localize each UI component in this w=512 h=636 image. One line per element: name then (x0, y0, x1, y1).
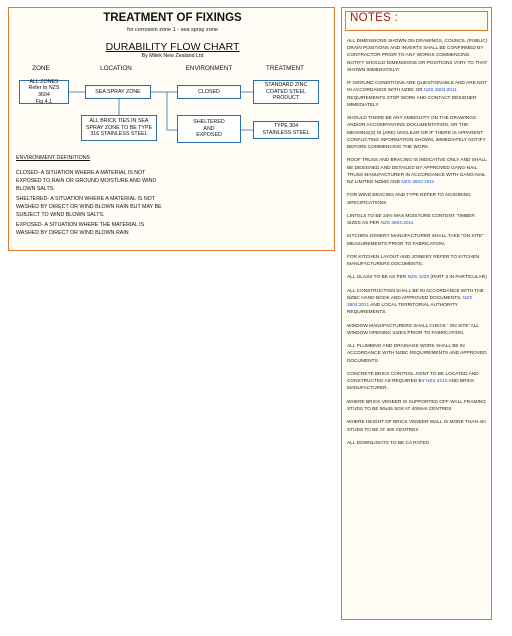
fixings-panel (8, 7, 335, 251)
standard-reference: NZS 3604:2011 (380, 221, 414, 227)
treatment-galv-box (253, 80, 319, 104)
treatment-ss-text: TYPE 304 STAINLESS STEEL (262, 123, 310, 136)
zone-box (19, 80, 69, 104)
note-item: ALL PLUMBING AND DRAINAGE WORK SHALL BE IN ACCORDANCE WITH NZBC REQUIREMENTS AND APPROVED DOCUMENTS. (347, 344, 487, 364)
note-item: WHERE HEIGHT OF BRICK VENEER WALL IS MORE THAN 4m STUDS TO BE AT 400 CENTRES (347, 420, 486, 433)
notes-panel (341, 7, 492, 620)
standard-reference: NZS 4223 (407, 275, 430, 281)
env-sheltered-box (177, 115, 241, 143)
note-item: ROOF TRUSS AND BRACING IS INDICATIVE ONLY AND SHALL BE DESIGNED AND DETAILED BY APPROVED GANG-NAIL TRUSS MANUFACTURER IN ACCORDANCE WITH GANG-NAIL NZ LIMITED NZ500 AND NZS 3604:2011 (347, 158, 487, 185)
note-item: LINTELS TO BE 24% MAX MOISTURE CONTENT. TIMBER SIZES AS PER NZS 3604:2011 (347, 213, 475, 227)
note-item: CONCRETE BRICK CONTROL JOINT TO BE LOCATED AND CONSTRUCTED AS REQUIRED BY NZS 4210 AND BRICK MANUFACTURER. (347, 372, 479, 392)
note-item: SHOULD THERE BE ANY AMBIGUITY ON THE DRAWINGS AND/OR ACCOMPANYING DOCUMENTATION, OR THE MEANING(S) IS (ARE) UNCLEAR OR IF THERE IS APPARENT CONFLICTING INFORMATION SHOWN, IMMEDIATELY NOTIFY BEFORE COMMENCING THE WORK. (347, 116, 486, 151)
note-item: IF GROUND CONDITIONS ARE QUESTIONABLE AND ARE NOT IN ACCORDANCE WITH NZBC OR NZS 3604:2011 REQUIREMENTS STOP WORK AND CONTACT DESIGNER IMMEDIATELY. (347, 81, 488, 108)
note-item: WHERE BRICK VENEER IS SUPPORTED OFF WALL FRAMING STUDS TO BE 90x45 SG8 AT 400mm CENTRES (347, 399, 486, 412)
panel-title: TREATMENT OF FIXINGS (103, 12, 242, 24)
location-note-text: ALL BRICK TIES IN SEA SPRAY ZONE TO BE TYPE 316 STAINLESS STEEL (85, 118, 153, 138)
header-zone: ZONE (32, 65, 50, 72)
note-item: WINDOW MANUFACTURERS SHALL CHECK ' ON SITE' ALL WINDOW OPENING SIZES PRIOR TO FABRICATION. (347, 323, 479, 336)
note-item: ALL DOWNLIGHTS TO BE CA RATED (347, 440, 429, 446)
header-environment: ENVIRONMENT (185, 65, 233, 72)
definition-closed: CLOSED- A SITUATION WHERE A MATERIAL IS NOT EXPOSED TO RAIN OR GROUND MOISTURE AND WIND BLOWN SALTS. (16, 170, 157, 193)
notes-list (347, 38, 488, 453)
location-box-text: SEA SPRAY ZONE (95, 88, 141, 95)
note-item: FOR KITCHEN LAYOUT AND JOINERY REFER TO KITCHEN MANUFACTURERS DOCUMENTS. (347, 254, 480, 268)
standard-reference: NZS 3604:2011 (424, 88, 457, 94)
flow-chart-credit: By Mitek New Zealand Ltd (141, 53, 204, 59)
location-note-box (81, 115, 157, 141)
standard-reference: NZS 3604:2011 (401, 180, 435, 185)
treatment-galv-text: STANDARD ZINC COATED STEEL PRODUCT (264, 82, 308, 102)
env-closed-text: CLOSED (198, 88, 220, 95)
panel-subtitle: for corrosion zone 1 - sea spray zone (127, 27, 218, 33)
note-item: FOR WIND BRACING AND TYPE REFER TO ADJOINING SPECIFICATIONS (347, 193, 471, 206)
definitions-heading: ENVIRONMENT DEFINITIONS (16, 155, 91, 161)
zone-box-text: ALL ZONES Refer to NZS 3604 Fig 4.1 (28, 78, 60, 105)
header-treatment: TREATMENT (265, 65, 304, 72)
standard-reference: NZS 3604:2011 (347, 295, 473, 309)
definition-exposed: EXPOSED- A SITUATION WHERE THE MATERIAL IS WASHED BY DIRECT OR WIND BLOWN RAIN (16, 222, 145, 237)
note-item: ALL DIMENSIONS SHOWN ON DRAWINGS, COUNCIL (PUBLIC) DRAIN POSITIONS AND INVERTS SHALL BE CONFIRMED BY CONTRACTOR PRIOR TO ANY WORKS COMMENCING. NOTIFY SHOULD DIMENSIONS OR POSITIONS VARY TO THAT SHOWN IMMEDIATELY! (347, 39, 488, 73)
notes-title: NOTES : (350, 12, 399, 24)
note-item: ALL GLASS TO BE AS PER NZS 4223 (PART 3 IN PARTICULAR) (347, 275, 487, 281)
note-item: ALL CONSTRUCTION SHALL BE IN ACCORDANCE WITH THE NZBC HAND BOOK AND APPROVED DOCUMENTS, NZS 3604:2011 AND LOCAL TERRITORIAL AUTHORITY REQUIREMENTS. (347, 288, 484, 316)
treatment-ss-box (253, 121, 319, 139)
env-closed-box (177, 85, 241, 99)
standard-reference: NZS 4210 (426, 379, 448, 385)
header-location: LOCATION (100, 65, 132, 72)
env-sheltered-text: SHELTERED AND EXPOSED (193, 119, 225, 139)
note-item: KITCHEN JOINERY MANUFACTURER SHALL TAKE "ON SITE" MEASUREMENTS PRIOR TO FABRICATION. (347, 234, 484, 247)
location-box (85, 85, 151, 99)
flow-chart-title-text: DURABILITY FLOW CHART (105, 41, 240, 53)
definition-sheltered: SHELTERED- A SITUATION WHERE A MATERIAL IS NOT WASHED BY DIRECT OR WIND BLOWN RAIN BUT MAY BE SUBJECT TO WIND BLOWN SALTS. (16, 196, 162, 219)
